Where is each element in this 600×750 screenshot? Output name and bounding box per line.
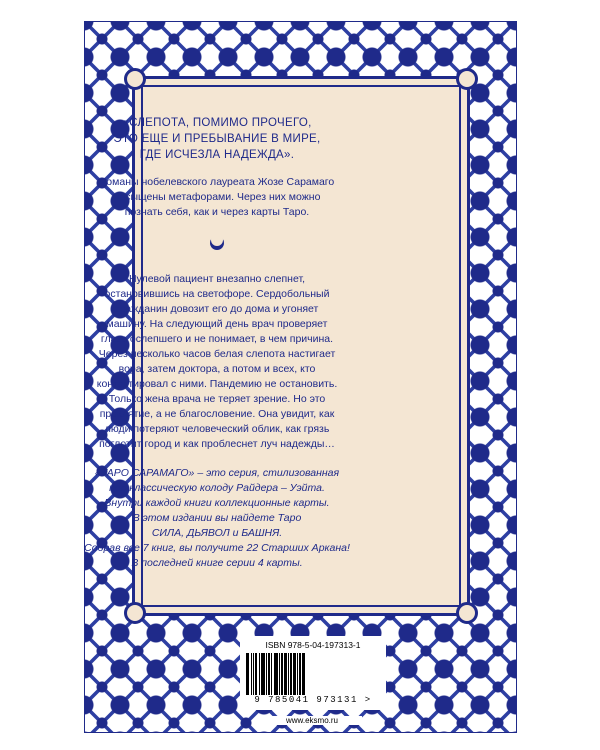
synopsis-line: Только жена врача не теряет зрение. Но это: [108, 393, 326, 405]
crescent-moon-icon: [208, 234, 226, 252]
moon-divider: [74, 234, 360, 252]
epigraph-quote: [74, 115, 360, 163]
barcode-bars: [246, 653, 380, 695]
synopsis-line: контактировал с ними. Пандемию не остановить.: [96, 378, 338, 390]
frame-corner-ornament: [456, 602, 478, 624]
synopsis-line: вора, затем доктора, а потом и всех, кто: [118, 363, 316, 375]
barcode-bar: [305, 653, 306, 695]
synopsis-line: глаза ослепшего и не понимает, в чем причина.: [100, 333, 334, 345]
series-line: Собрав все 7 книг, вы получите 22 Старших Аркана!: [84, 542, 350, 554]
series-line: Внутри каждой книги коллекционные карты.: [104, 497, 330, 509]
publisher-website: www.eksmo.ru: [262, 716, 362, 725]
series-line: «ТАРО САРАМАГО» – это серия, стилизованная: [94, 467, 340, 479]
barcode-label: [240, 636, 386, 710]
isbn-text: ISBN 978-5-04-197313-1: [265, 640, 361, 650]
quote-line: ГДЕ ИСЧЕЗЛА НАДЕЖДА».: [139, 149, 295, 161]
lead-paragraph: [74, 175, 360, 220]
lead-line: познать себя, как и через карты Таро.: [124, 206, 310, 218]
lead-line: насыщены метафорами. Через них можно: [113, 191, 321, 203]
lead-line: Романы нобелевского лауреата Жозе Сарамаго: [99, 176, 335, 188]
synopsis-line: Через несколько часов белая слепота настигает: [98, 348, 336, 360]
synopsis-line: машину. На следующий день врач проверяет: [106, 318, 328, 330]
series-line: В этом издании вы найдете Таро: [132, 512, 302, 524]
barcode-digits: 9 785041 973131 >: [254, 695, 372, 705]
synopsis-line: остановившись на светофоре. Сердобольный: [104, 288, 330, 300]
synopsis-line: гражданин довозит его до дома и угоняет: [115, 303, 319, 315]
synopsis-paragraph: [74, 272, 360, 452]
synopsis-line: люди потеряют человеческий облик, как грязь: [104, 423, 330, 435]
series-line: В последней книге серии 4 карты.: [131, 557, 303, 569]
synopsis-line: проклятие, а не благословение. Она увидит, как: [99, 408, 335, 420]
series-info-paragraph: [74, 466, 360, 571]
frame-corner-ornament: [124, 68, 146, 90]
synopsis-line: Нулевой пациент внезапно слепнет,: [128, 273, 306, 285]
quote-line: ЭТО ЕЩЕ И ПРЕБЫВАНИЕ В МИРЕ,: [113, 133, 321, 145]
quote-line: «СЛЕПОТА, ПОМИМО ПРОЧЕГО,: [122, 117, 312, 129]
frame-corner-ornament: [124, 602, 146, 624]
frame-corner-ornament: [456, 68, 478, 90]
series-line: СИЛА, ДЬЯВОЛ и БАШНЯ.: [151, 527, 283, 539]
series-line: под классическую колоду Райдера – Уэйта.: [109, 482, 325, 494]
synopsis-line: поглотит город и как проблеснет луч надежды…: [99, 438, 335, 450]
cover-text: [74, 115, 360, 571]
